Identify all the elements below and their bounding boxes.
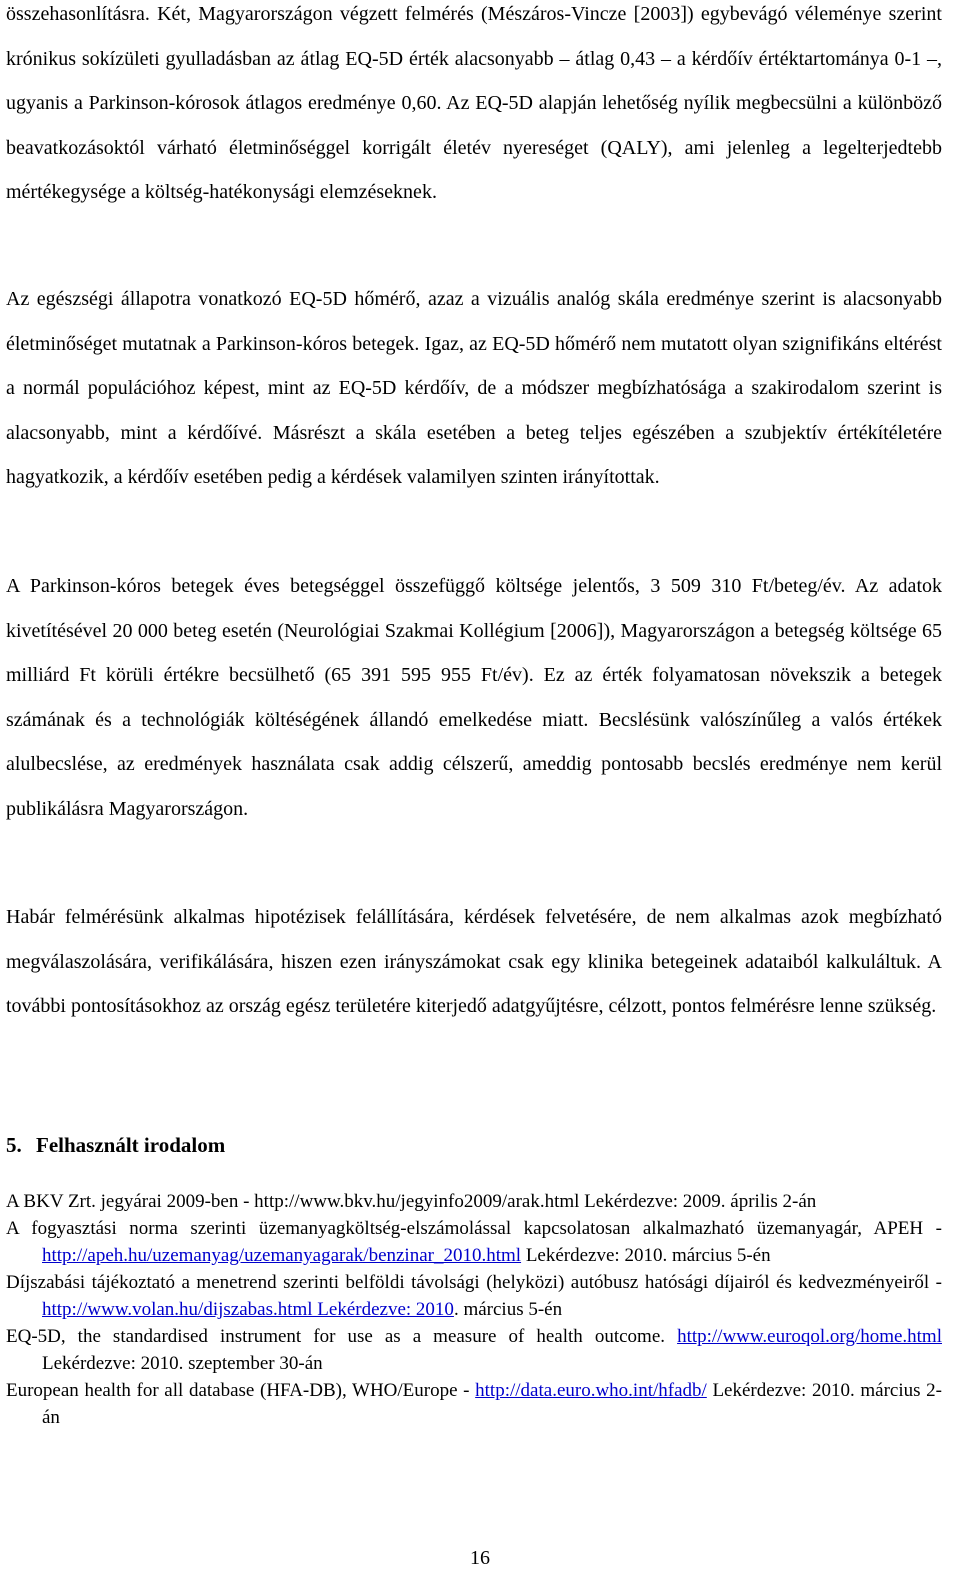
page-number: 16 — [470, 1547, 490, 1569]
section-number: 5. — [6, 1133, 22, 1157]
reference-text: Díjszabási tájékoztató a menetrend szerinti belföldi távolsági (helyközi) autóbusz hatósági díjairól és kedvezményeiről - — [6, 1272, 942, 1293]
reference-text: Lekérdezve: 2010. március 5-én — [521, 1245, 771, 1266]
body-paragraph: A Parkinson-kóros betegek éves betegséggel összefüggő költsége jelentős, 3 509 310 Ft/beteg/év. Az adatok kivetítésével 20 000 beteg esetén (Neurológiai Szakmai Kollégium [2006]), Magyarországon a betegség költsége 65 milliárd Ft körüli értékre becsülhető (65 391 595 955 Ft/év). Ez az érték folyamatosan növekszik a betegek számának és a technológiák költéségének állandó emelkedése miatt. Becslésünk valószínűleg a valós értékek alulbecslése, az eredmények használata csak addig célszerű, ameddig pontosabb becslés eredménye nem kerül publikálásra Magyarországon. — [6, 575, 942, 820]
reference-item — [6, 1323, 942, 1377]
reference-link[interactable]: http://www.euroqol.org/home.html — [677, 1326, 942, 1347]
reference-text: European health for all database (HFA-DB), WHO/Europe - — [6, 1380, 476, 1401]
reference-text: A BKV Zrt. jegyárai 2009-ben - http://www.bkv.hu/jegyinfo2009/arak.html Lekérdezve: 2009. április 2-án — [6, 1191, 817, 1212]
body-paragraph: összehasonlításra. Két, Magyarországon végzett felmérés (Mészáros-Vincze [2003]) egybevágó véleménye szerint krónikus sokízületi gyulladásban az átlag EQ-5D érték alacsonyabb – átlag 0,43 – a kérdőív értéktartománya 0-1 –, ugyanis a Parkinson-kórosok átlagos eredménye 0,60. Az EQ-5D alapján lehetőség nyílik megbecsülni a különböző beavatkozásoktól várható életminőséggel korrigált életév nyereséget (QALY), ami jelenleg a legelterjedtebb mértékegysége a költség-hatékonysági elemzéseknek. — [6, 3, 942, 203]
section-title: Felhasznált irodalom — [36, 1133, 226, 1157]
reference-text: A fogyasztási norma szerinti üzemanyagköltség-elszámolással kapcsolatosan alkalmazható üzemanyagár, APEH - — [6, 1218, 942, 1239]
reference-text: Lekérdezve: 2010. szeptember 30-án — [42, 1353, 323, 1374]
body-paragraph: Az egészségi állapotra vonatkozó EQ-5D hőmérő, azaz a vizuális analóg skála eredménye szerint is alacsonyabb életminőséget mutatnak a Parkinson-kóros betegek. Igaz, az EQ-5D hőmérő nem mutatott olyan szignifikáns eltérést a normál populációhoz képest, mint az EQ-5D kérdőív, de a módszer megbízhatósága a szakirodalom szerint is alacsonyabb, mint a kérdőívé. Másrészt a skála esetében a beteg teljes egészében a szubjektív értékítéletére hagyatkozik, a kérdőív esetében pedig a kérdések valamilyen szinten irányítottak. — [6, 288, 942, 488]
reference-text: EQ-5D, the standardised instrument for use as a measure of health outcome. — [6, 1326, 678, 1347]
reference-link[interactable]: http://apeh.hu/uzemanyag/uzemanyagarak/benzinar_2010.html — [42, 1245, 522, 1266]
reference-link[interactable]: http://www.volan.hu/dijszabas.html Lekérdezve: 2010 — [42, 1299, 454, 1320]
reference-text: . március 5-én — [453, 1299, 563, 1320]
body-paragraph: Habár felmérésünk alkalmas hipotézisek felállítására, kérdések felvetésére, de nem alkalmas azok megbízható megválaszolására, verifikálására, hiszen ezen irányszámokat csak egy klinika betegeinek adataiból kalkuláltuk. A további pontosításokhoz az ország egész területére kiterjedő adatgyűjtésre, célzott, pontos felmérésre lenne szükség. — [6, 906, 942, 1017]
reference-item — [6, 1269, 942, 1323]
reference-text: Lekérdezve: 2010. március 2-án — [42, 1380, 942, 1428]
reference-item — [6, 1377, 942, 1431]
reference-item — [6, 1188, 942, 1215]
section-heading — [6, 1130, 225, 1160]
reference-list — [6, 1188, 942, 1431]
reference-item — [6, 1215, 942, 1269]
reference-link[interactable]: http://data.euro.who.int/hfadb/ — [475, 1380, 707, 1401]
